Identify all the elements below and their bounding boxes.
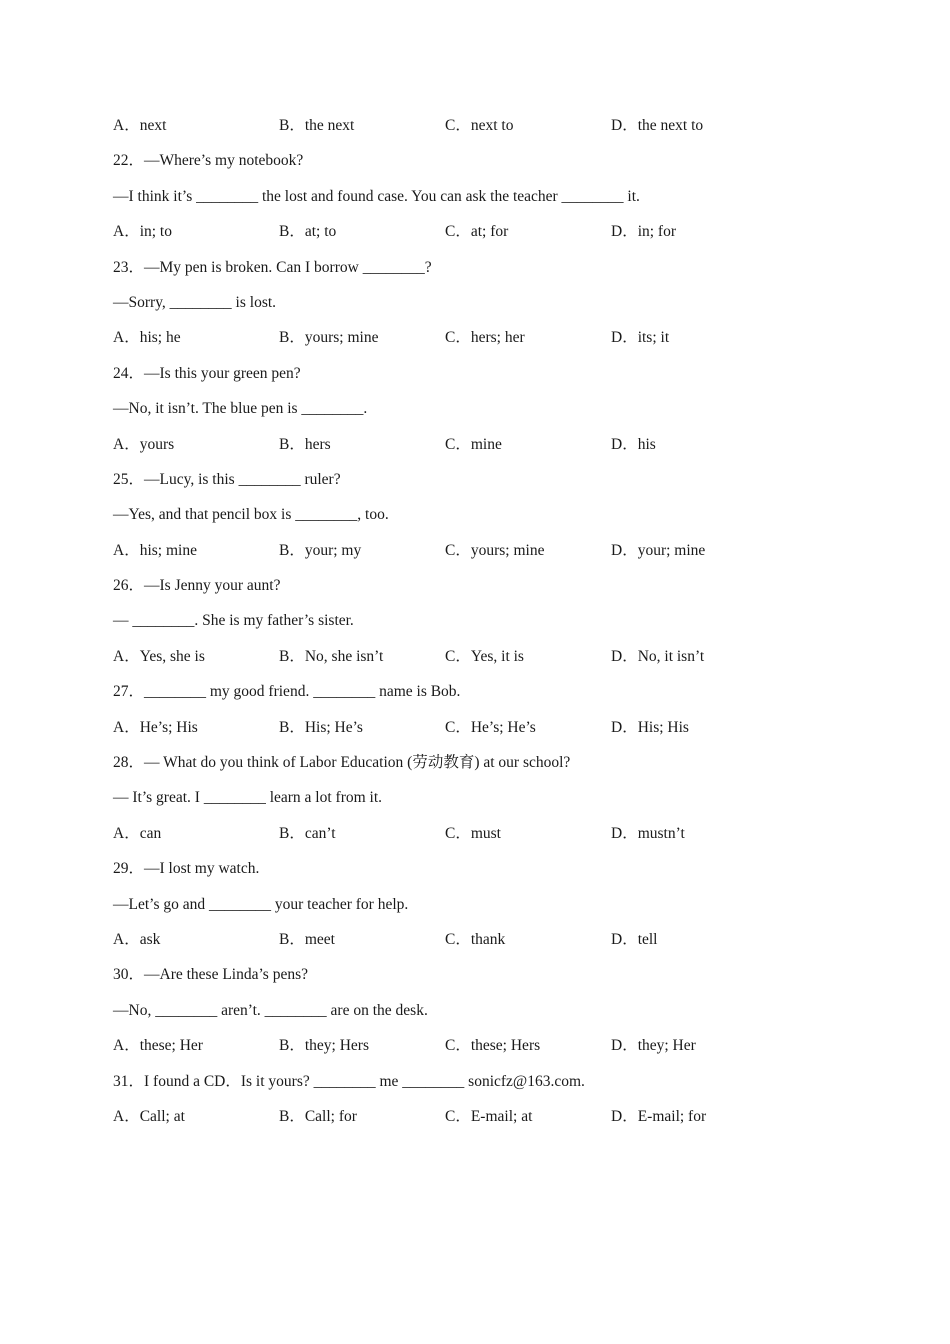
answer-options — [113, 710, 833, 745]
question-stem: 26．—Is Jenny your aunt? — [113, 577, 281, 595]
answer-option[interactable]: A．He’s; His — [113, 718, 198, 736]
answer-option[interactable]: B．your; my — [279, 541, 362, 559]
answer-option[interactable]: B．can’t — [279, 824, 336, 842]
question-stem: 22．—Where’s my notebook? — [113, 152, 304, 170]
answer-options — [113, 1099, 833, 1134]
question-stem: 24．—Is this your green pen? — [113, 364, 301, 382]
question-stem: 23．—My pen is broken. Can I borrow ________? — [113, 258, 432, 276]
answer-option[interactable]: A．his; he — [113, 329, 181, 347]
answer-options — [113, 427, 833, 462]
answer-option[interactable]: C．hers; her — [445, 329, 525, 347]
answer-option[interactable]: D．in; for — [611, 223, 677, 241]
answer-options — [113, 922, 833, 957]
question-stem: 30．—Are these Linda’s pens? — [113, 966, 308, 984]
question-dialogue-line: — It’s great. I ________ learn a lot from it. — [113, 789, 383, 807]
answer-option[interactable]: C．must — [445, 824, 501, 842]
answer-option[interactable]: B．No, she isn’t — [279, 647, 384, 665]
answer-option[interactable]: A．in; to — [113, 223, 172, 241]
answer-option[interactable]: D．his — [611, 435, 656, 453]
answer-options — [113, 533, 833, 568]
answer-option[interactable]: C．mine — [445, 435, 502, 453]
answer-option[interactable]: C．yours; mine — [445, 541, 545, 559]
answer-option[interactable]: C．Yes, it is — [445, 647, 524, 665]
answer-option[interactable]: C．next to — [445, 117, 514, 134]
answer-option[interactable]: A．these; Her — [113, 1037, 203, 1055]
answer-option[interactable]: C．He’s; He’s — [445, 718, 536, 736]
question-stem: 31．I found a CD．Is it yours? ________ me ________ sonicfz@163.com. — [113, 1072, 585, 1090]
answer-option[interactable]: D．No, it isn’t — [611, 647, 705, 665]
worksheet-page — [113, 108, 833, 1134]
answer-options — [113, 214, 833, 249]
answer-option[interactable]: B．meet — [279, 930, 335, 948]
answer-option[interactable]: B．at; to — [279, 223, 337, 241]
question-stem: 28．— What do you think of Labor Education (劳动教育) at our school? — [113, 754, 571, 772]
answer-option[interactable]: B．hers — [279, 435, 331, 453]
answer-option[interactable]: D．mustn’t — [611, 824, 685, 842]
answer-option[interactable]: D．tell — [611, 930, 658, 948]
answer-options — [113, 108, 833, 143]
answer-options — [113, 639, 833, 674]
answer-option[interactable]: A．Yes, she is — [113, 647, 205, 665]
answer-option[interactable]: D．the next to — [611, 117, 704, 134]
question-dialogue-line: —No, it isn’t. The blue pen is ________. — [113, 400, 368, 418]
answer-option[interactable]: C．thank — [445, 930, 506, 948]
answer-options — [113, 816, 833, 851]
answer-option[interactable]: B．His; He’s — [279, 718, 363, 736]
answer-option[interactable]: B．the next — [279, 117, 355, 134]
answer-option[interactable]: B．they; Hers — [279, 1037, 369, 1055]
answer-option[interactable]: A．his; mine — [113, 541, 197, 559]
question-stem: 27．________ my good friend. ________ name is Bob. — [113, 683, 461, 701]
answer-option[interactable]: D．they; Her — [611, 1037, 696, 1055]
answer-option[interactable]: A．yours — [113, 435, 175, 453]
answer-option[interactable]: C．E-mail; at — [445, 1107, 533, 1125]
question-dialogue-line: — ________. She is my father’s sister. — [113, 612, 354, 630]
answer-option[interactable]: D．your; mine — [611, 541, 706, 559]
answer-option[interactable]: D．its; it — [611, 329, 670, 347]
answer-option[interactable]: D．E-mail; for — [611, 1107, 707, 1125]
answer-option[interactable]: A．ask — [113, 930, 161, 948]
answer-option[interactable]: D．His; His — [611, 718, 689, 736]
question-dialogue-line: —Let’s go and ________ your teacher for help. — [113, 895, 409, 913]
question-dialogue-line: —Yes, and that pencil box is ________, too. — [113, 506, 389, 524]
answer-option[interactable]: C．at; for — [445, 223, 509, 241]
answer-option[interactable]: A．Call; at — [113, 1107, 185, 1125]
question-dialogue-line: —Sorry, ________ is lost. — [113, 293, 277, 311]
answer-option[interactable]: C．these; Hers — [445, 1037, 541, 1055]
question-dialogue-line: —I think it’s ________ the lost and found case. You can ask the teacher ________ it. — [113, 187, 640, 205]
answer-option[interactable]: B．yours; mine — [279, 329, 379, 347]
question-stem: 29．—I lost my watch. — [113, 860, 260, 878]
answer-options — [113, 1028, 833, 1063]
question-dialogue-line: —No, ________ aren’t. ________ are on the desk. — [113, 1001, 428, 1019]
answer-option[interactable]: B．Call; for — [279, 1107, 357, 1125]
question-stem: 25．—Lucy, is this ________ ruler? — [113, 470, 341, 488]
answer-options — [113, 320, 833, 355]
answer-option[interactable]: A．can — [113, 824, 162, 842]
answer-option[interactable]: A．next — [113, 117, 167, 134]
